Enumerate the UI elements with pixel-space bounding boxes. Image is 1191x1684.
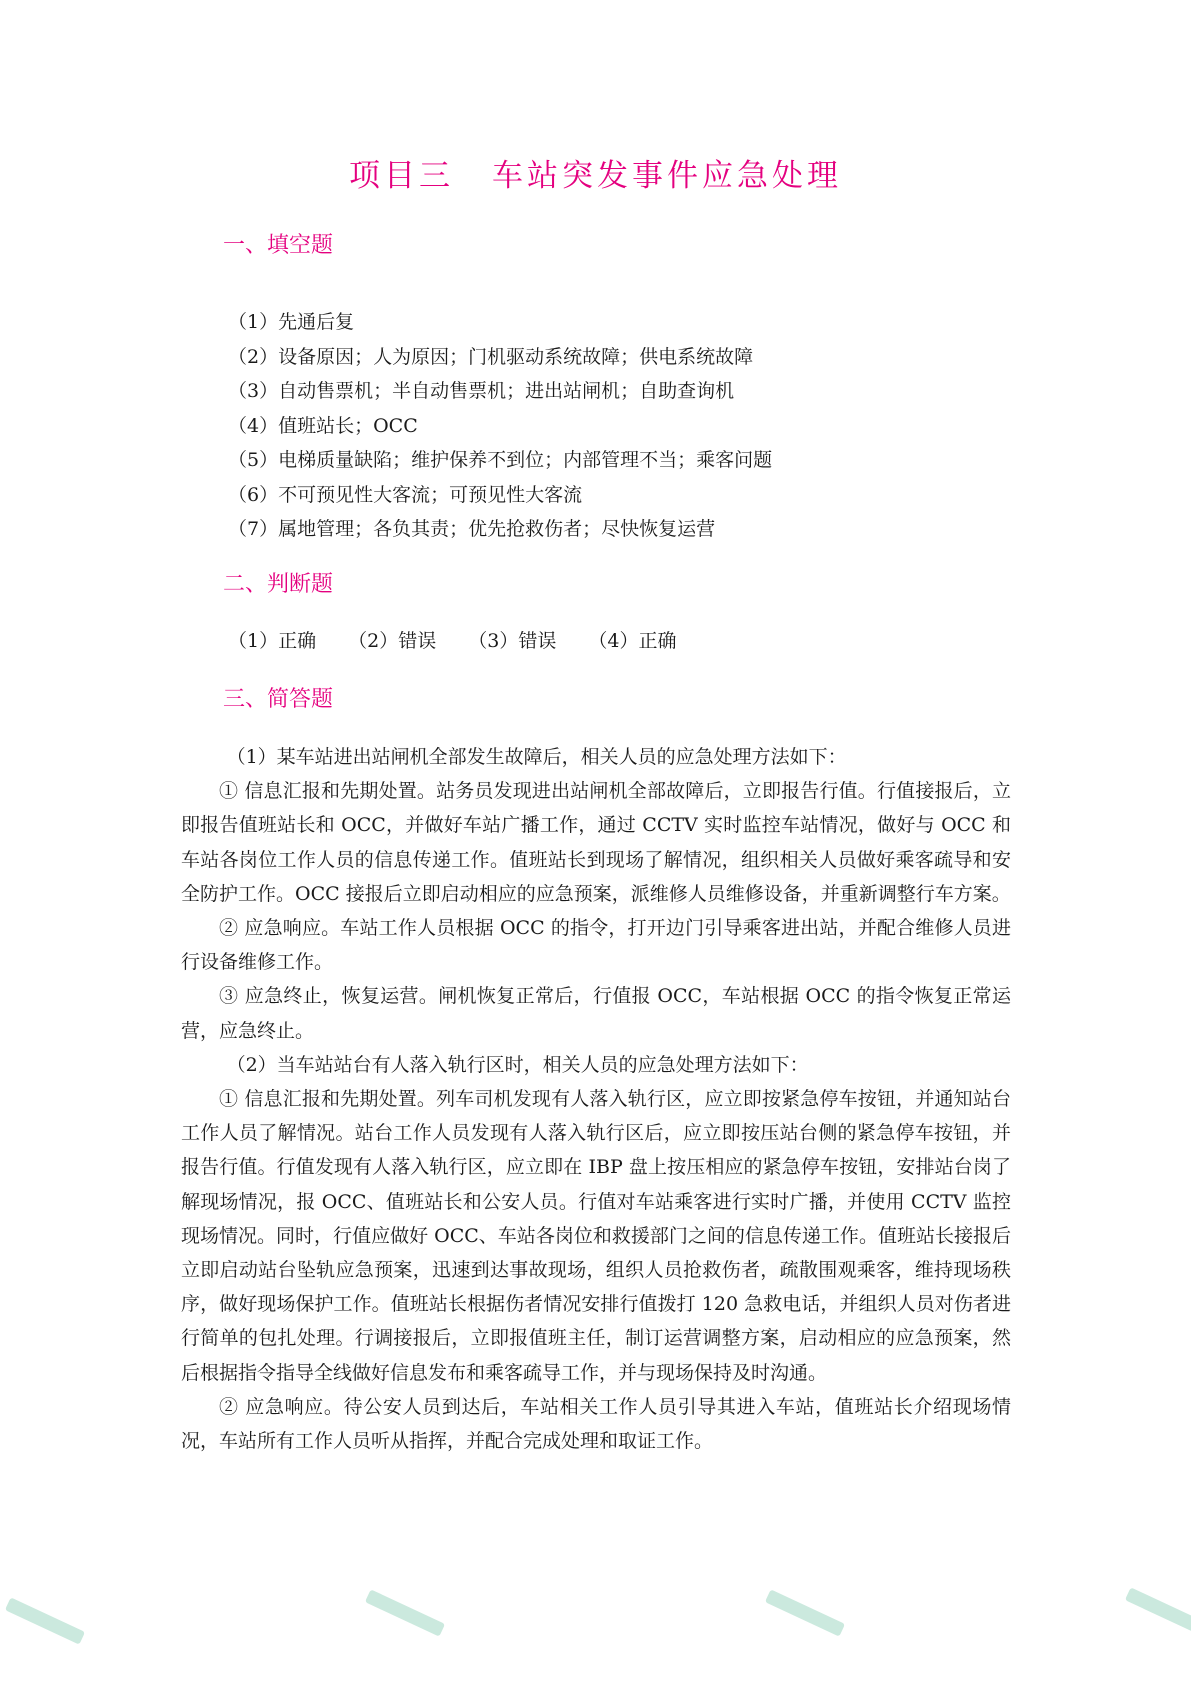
section-heading-short-answer: 三、简答题: [223, 687, 334, 712]
answer-paragraph: ③ 应急终止，恢复运营。闸机恢复正常后，行值报 OCC，车站根据 OCC 的指令恢复正常运营，应急终止。: [181, 985, 1011, 1042]
answer-item: （3）错误: [468, 630, 557, 652]
watermark-logo: [0, 1587, 93, 1656]
answer-paragraph: ① 信息汇报和先期处置。站务员发现进出站闸机全部故障后，立即报告行值。行值接报后，立即报告值班站长和 OCC，并做好车站广播工作，通过 CCTV 实时监控车站情况，做好与 OCC 和车站各岗位工作人员的信息传递工作。值班站长到现场了解情况，组织相关人员做好乘客疏导和安全防护工作。OCC 接报后立即启动相应的应急预案，派维修人员维修设备，并重新调整行车方案。: [181, 780, 1011, 905]
watermark-logo: [1117, 1577, 1191, 1646]
question-line: （2）当车站站台有人落入轨行区时，相关人员的应急处理方法如下：: [226, 1053, 809, 1076]
page-title: [0, 150, 1191, 195]
watermark-logo: [757, 1579, 853, 1648]
section-heading-true-false: 二、判断题: [223, 572, 334, 597]
answer-item: （2）错误: [348, 630, 437, 652]
watermark-strip: [0, 1590, 1191, 1684]
list-item: （3）自动售票机；半自动售票机；进出站闸机；自助查询机: [228, 380, 735, 402]
list-item: （6）不可预见性大客流；可预见性大客流: [228, 483, 583, 506]
short-answer-body: [181, 740, 1011, 1458]
true-false-answers: [228, 624, 703, 658]
page-title-project: 项目三: [349, 158, 454, 194]
list-item: （2）设备原因；人为原因；门机驱动系统故障；供电系统故障: [228, 345, 754, 368]
list-item: （5）电梯质量缺陷；维护保养不到位；内部管理不当；乘客问题: [228, 449, 773, 471]
list-item: （1）先通后复: [228, 311, 355, 333]
question-line: （1）某车站进出站闸机全部发生故障后，相关人员的应急处理方法如下：: [226, 746, 847, 768]
section-heading-fill-blank: 一、填空题: [223, 233, 334, 258]
answer-paragraph: ② 应急响应。待公安人员到达后，车站相关工作人员引导其进入车站，值班站长介绍现场情况，车站所有工作人员听从指挥，并配合完成处理和取证工作。: [181, 1395, 1011, 1453]
fill-blank-answers: [228, 305, 772, 547]
answer-item: （1）正确: [228, 630, 317, 652]
list-item: （7）属地管理；各负其责；优先抢救伤者；尽快恢复运营: [228, 518, 716, 540]
watermark-logo: [357, 1579, 453, 1648]
list-item: （4）值班站长；OCC: [228, 414, 418, 437]
answer-paragraph: ① 信息汇报和先期处置。列车司机发现有人落入轨行区，应立即按紧急停车按钮，并通知站台工作人员了解情况。站台工作人员发现有人落入轨行区后，应立即按压站台侧的紧急停车按钮，并报告行值。行值发现有人落入轨行区，应立即在 IBP 盘上按压相应的紧急停车按钮，安排站台岗了解现场情况，报 OCC、值班站长和公安人员。行值对车站乘客进行实时广播，并使用 CCTV 监控现场情况。同时，行值应做好 OCC、车站各岗位和救援部门之间的信息传递工作。值班站长接报后立即启动站台坠轨应急预案，迅速到达事故现场，组织人员抢救伤者，疏散围观乘客，维持现场秩序，做好现场保护工作。值班站长根据伤者情况安排行值拨打 120 急救电话，并组织人员对伤者进行简单的包扎处理。行调接报后，立即报值班主任，制订运营调整方案，启动相应的应急预案，然后根据指令指导全线做好信息发布和乘客疏导工作，并与现场保持及时沟通。: [181, 1088, 1011, 1384]
answer-paragraph: ② 应急响应。车站工作人员根据 OCC 的指令，打开边门引导乘客进出站，并配合维修人员进行设备维修工作。: [181, 917, 1011, 974]
page-title-topic: 车站突发事件应急处理: [492, 158, 842, 194]
answer-item: （4）正确: [588, 630, 677, 652]
